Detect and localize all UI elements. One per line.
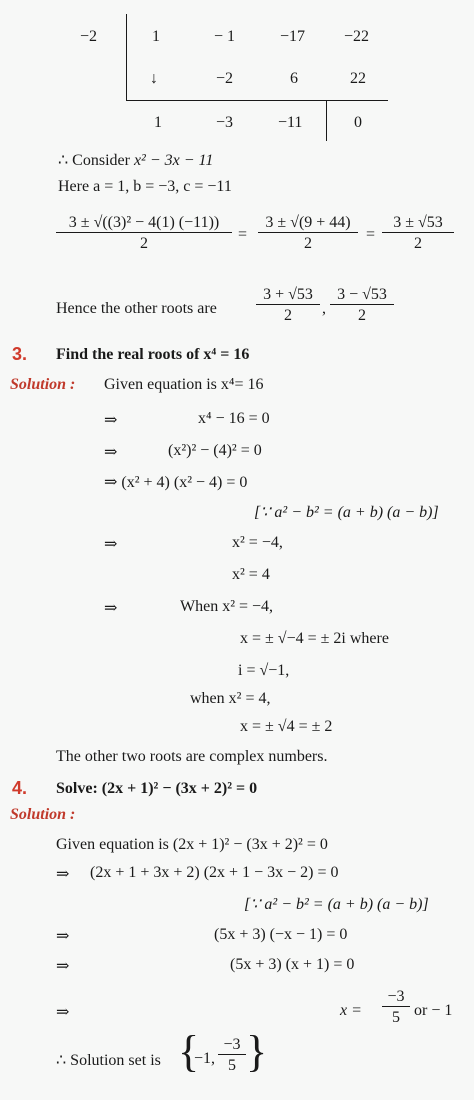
- solution-set-prefix: ∴ Solution set is: [56, 1052, 161, 1069]
- math-step: x = ± √4 = ± 2: [240, 718, 333, 735]
- math-step: (5x + 3) (x + 1) = 0: [230, 956, 355, 973]
- math-step: i = √−1,: [238, 662, 290, 679]
- coefficients-line: Here a = 1, b = −3, c = −11: [58, 178, 232, 195]
- row3-cell: −3: [216, 114, 234, 131]
- equals-sign: =: [366, 226, 376, 243]
- fraction-numerator: −3: [387, 988, 405, 1005]
- quadratic-fraction-2: [258, 214, 358, 253]
- consider-line: [58, 150, 213, 170]
- fraction-denominator: 2: [256, 304, 320, 325]
- implies-arrow: ⇒: [104, 412, 118, 429]
- identity-note: [∵ a² − b² = (a + b) (a − b)]: [254, 504, 439, 521]
- divisor: −2: [80, 28, 98, 45]
- math-step: (x²)² − (4)² = 0: [168, 442, 262, 459]
- row1-cell: −17: [280, 28, 306, 45]
- question-number: 3.: [12, 344, 28, 364]
- row3-cell: −11: [278, 114, 303, 131]
- implies-arrow: ⇒: [56, 1004, 70, 1021]
- implies-arrow: ⇒: [104, 536, 118, 553]
- consider-expr: x² − 3x − 11: [133, 152, 214, 169]
- fraction-numerator: −3: [223, 1036, 241, 1053]
- answer-fraction: [382, 988, 410, 1027]
- row1-cell: −22: [344, 28, 370, 45]
- division-horizontal-line: [126, 100, 388, 101]
- question-title: Solve: (2x + 1)² − (3x + 2)² = 0: [56, 780, 258, 797]
- solution-label: Solution :: [10, 376, 76, 393]
- fraction-denominator: 2: [56, 232, 232, 253]
- remainder-box-left: [326, 101, 327, 141]
- math-step: when x² = 4,: [190, 690, 271, 707]
- math-step: When x² = −4,: [180, 598, 274, 615]
- row1-cell: 1: [152, 28, 160, 45]
- implies-arrow: ⇒: [56, 866, 70, 883]
- implies-arrow: ⇒: [104, 600, 118, 617]
- fraction-denominator: 2: [258, 232, 358, 253]
- answer-alternative: or − 1: [414, 1002, 453, 1019]
- math-step: x = ± √−4 = ± 2i where: [240, 630, 389, 647]
- division-vertical-line: [126, 14, 127, 100]
- implies-arrow: ⇒: [56, 928, 70, 945]
- fraction-numerator: 3 − √53: [337, 286, 387, 303]
- question-number: 4.: [12, 778, 28, 798]
- row1-cell: − 1: [214, 28, 236, 45]
- math-step: x⁴ − 16 = 0: [198, 410, 270, 427]
- given-equation: Given equation is (2x + 1)² − (3x + 2)² = 0: [56, 836, 328, 853]
- left-brace: {: [178, 1027, 200, 1076]
- quadratic-fraction-3: [382, 214, 454, 253]
- equals-sign: =: [238, 226, 248, 243]
- quadratic-fraction-1: [56, 214, 232, 253]
- fraction-denominator: 2: [382, 232, 454, 253]
- solution-label: Solution :: [10, 806, 76, 823]
- identity-note: [∵ a² − b² = (a + b) (a − b)]: [244, 896, 429, 913]
- math-step: (2x + 1 + 3x + 2) (2x + 1 − 3x − 2) = 0: [90, 864, 339, 881]
- consider-prefix: ∴ Consider: [58, 152, 134, 169]
- hence-text: Hence the other roots are: [56, 300, 217, 317]
- fraction-numerator: 3 ± √(9 + 44): [265, 214, 351, 231]
- row2-cell: 22: [350, 70, 366, 87]
- comma: ,: [322, 300, 326, 317]
- conclusion: The other two roots are complex numbers.: [56, 748, 328, 765]
- implies-arrow: ⇒: [56, 958, 70, 975]
- row2-cell: −2: [216, 70, 234, 87]
- math-step: x² = 4: [232, 566, 270, 583]
- x-equals: x =: [340, 1002, 362, 1019]
- row2-cell: ↓: [150, 70, 158, 87]
- question-title: Find the real roots of x⁴ = 16: [56, 346, 250, 363]
- math-step: x² = −4,: [232, 534, 283, 551]
- row3-cell: 1: [154, 114, 162, 131]
- row2-cell: 6: [290, 70, 298, 87]
- fraction-numerator: 3 + √53: [263, 286, 313, 303]
- implies-arrow: ⇒: [104, 444, 118, 461]
- fraction-denominator: 5: [218, 1054, 246, 1075]
- given-equation: Given equation is x⁴= 16: [104, 376, 264, 393]
- set-element: −1,: [194, 1050, 216, 1067]
- row3-cell: 0: [354, 114, 362, 131]
- math-step: ⇒ (x² + 4) (x² − 4) = 0: [104, 474, 248, 491]
- right-brace: }: [246, 1027, 268, 1076]
- root-fraction-1: [256, 286, 320, 325]
- root-fraction-2: [330, 286, 394, 325]
- set-fraction: [218, 1036, 246, 1075]
- fraction-numerator: 3 ± √53: [393, 214, 443, 231]
- fraction-denominator: 2: [330, 304, 394, 325]
- fraction-numerator: 3 ± √((3)² − 4(1) (−11)): [68, 214, 220, 231]
- math-step: (5x + 3) (−x − 1) = 0: [214, 926, 348, 943]
- fraction-denominator: 5: [382, 1006, 410, 1027]
